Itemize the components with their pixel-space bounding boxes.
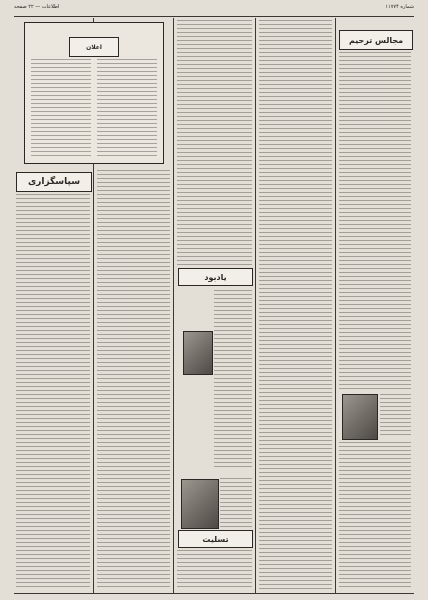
column-3-top-text — [177, 20, 252, 265]
memorial-section-title: یادبود — [178, 268, 253, 286]
column-4-text — [259, 20, 332, 590]
memorial-portrait-photo — [183, 331, 213, 375]
column-5-caption-text — [380, 394, 411, 438]
inset-heading: اعلان — [69, 37, 119, 57]
tarhim-portrait-photo — [342, 394, 378, 440]
column-5-lower-text — [339, 442, 411, 590]
column-3-lower-text — [220, 478, 252, 528]
page-header — [14, 4, 414, 16]
header-right: شماره ۱۱۷۷۴ — [385, 4, 414, 10]
column-3-middle-text — [214, 290, 252, 470]
column-rule — [173, 18, 174, 593]
inset-text-left — [31, 59, 91, 157]
bottom-rule — [14, 593, 414, 594]
memorial-portrait-photo-2 — [181, 479, 219, 529]
header-left: اطلاعات — ۲۲ صفحه — [14, 4, 60, 10]
column-rule — [255, 18, 256, 593]
column-3-bottom-text — [177, 550, 252, 590]
condolence-section-title: تسلیت — [178, 530, 253, 548]
tarhim-section-title: مجالس ترحیم — [339, 30, 413, 50]
column-2-text — [97, 170, 170, 590]
inset-text-right — [97, 59, 157, 157]
column-5-upper-text — [339, 52, 411, 392]
marriage-section-title: سپاسگزاری — [16, 172, 92, 192]
column-rule — [335, 18, 336, 593]
top-rule — [14, 16, 414, 17]
advertisement-inset — [24, 22, 164, 164]
column-1-text — [16, 194, 90, 590]
